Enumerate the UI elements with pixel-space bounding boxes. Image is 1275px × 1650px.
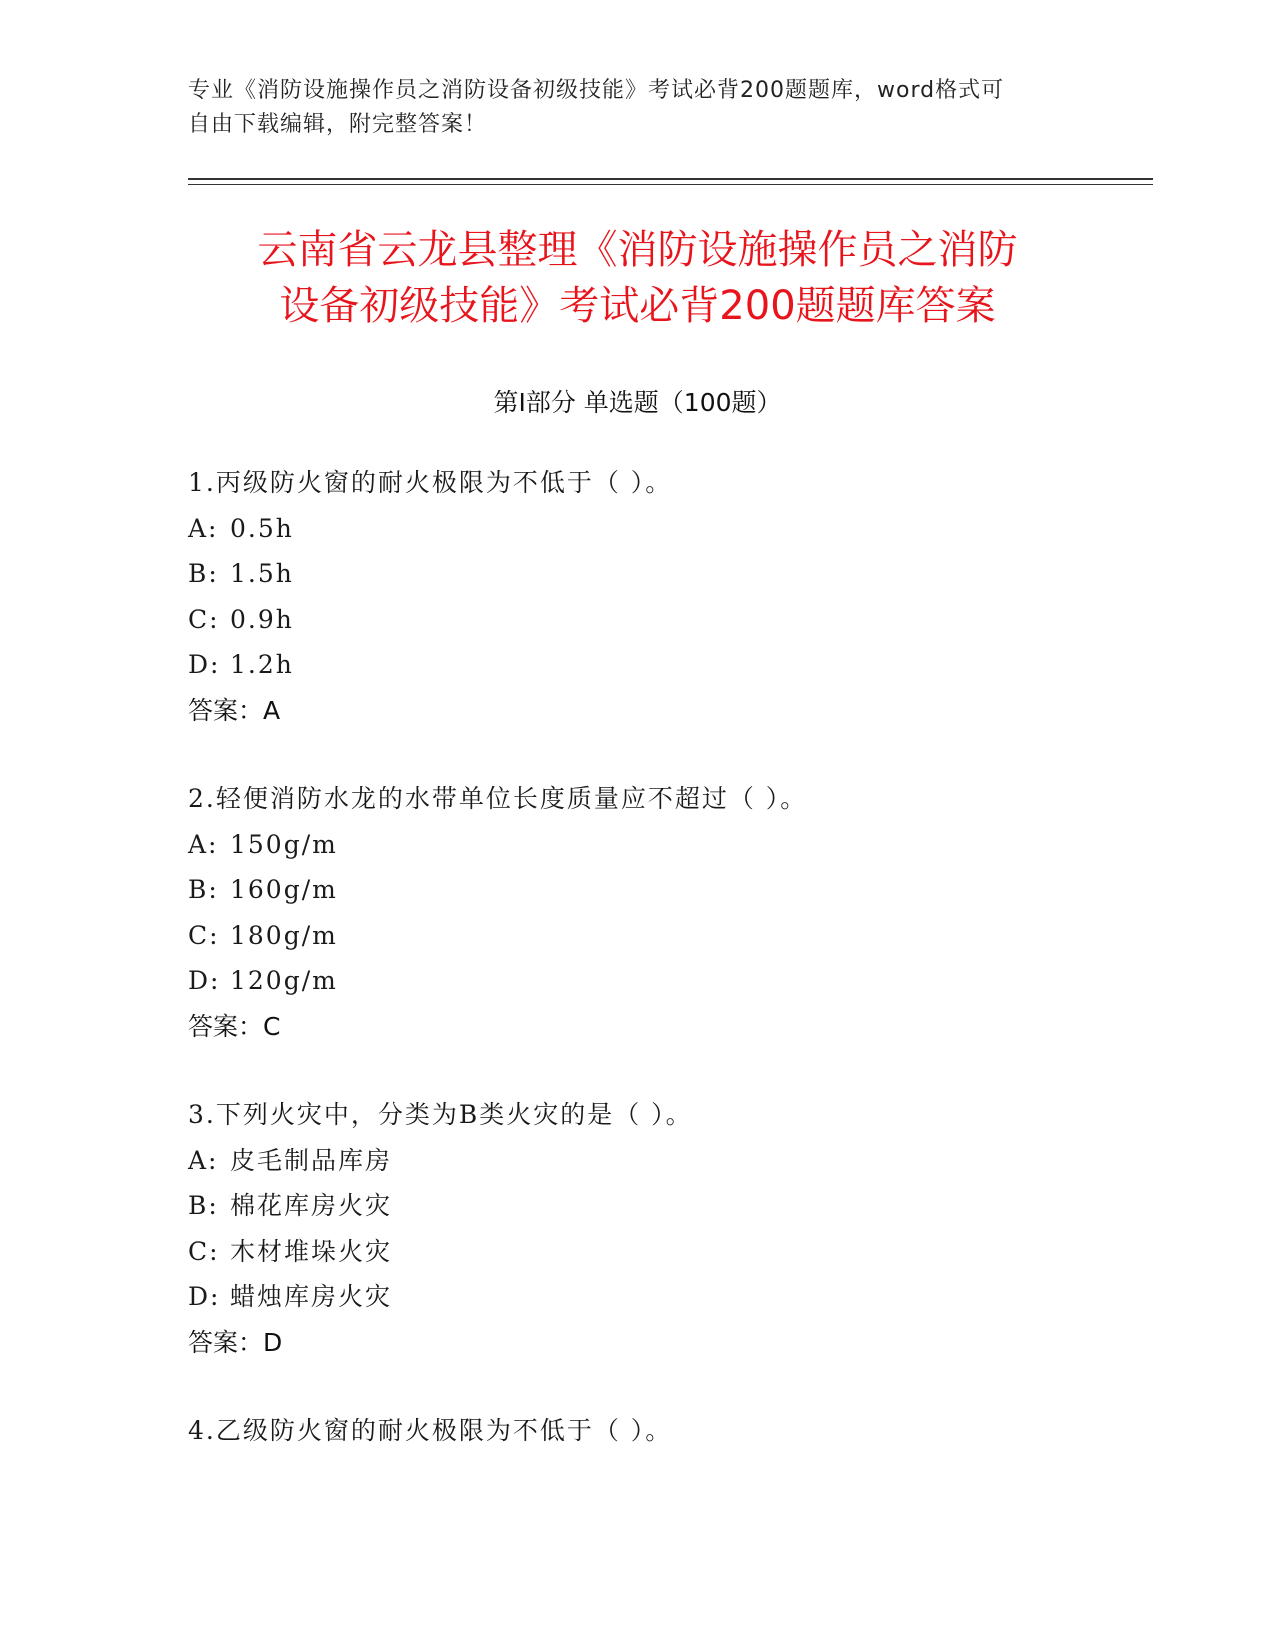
- option-c: [188, 597, 1188, 643]
- answer-line: 答案：D: [188, 1327, 283, 1357]
- option-letter: A:: [188, 513, 219, 543]
- header-note-line1: 专业《消防设施操作员之消防设备初级技能》考试必背200题题库，word格式可: [188, 78, 1005, 103]
- option-text: 150g/m: [230, 829, 338, 859]
- option-text: 木材堆垛火灾: [230, 1236, 393, 1266]
- header-rule-thin: [188, 184, 1153, 185]
- option-letter: B:: [188, 875, 219, 904]
- option-letter: A:: [188, 1145, 219, 1175]
- question-stem: 1.丙级防火窗的耐火极限为不低于（ ）。: [188, 468, 673, 497]
- section-title: 第Ⅰ部分 单选题（100题）: [493, 388, 782, 417]
- question-1: [188, 460, 1188, 733]
- question-2: [188, 776, 1188, 1049]
- option-text: 160g/m: [230, 875, 338, 904]
- option-a: [188, 506, 1188, 552]
- option-a: [188, 1138, 1188, 1184]
- question-stem: 4.乙级防火窗的耐火极限为不低于（ ）。: [188, 1416, 673, 1445]
- header-note-line2: 自由下载编辑，附完整答案！: [188, 112, 488, 137]
- document-title-line2: 设备初级技能》考试必背200题题库答案: [279, 283, 996, 329]
- option-b: [188, 551, 1188, 597]
- option-letter: A:: [188, 829, 219, 859]
- option-letter: D:: [188, 650, 221, 679]
- header-note: [188, 74, 1068, 142]
- option-c: [188, 1229, 1188, 1275]
- option-text: 0.5h: [230, 513, 294, 543]
- option-letter: D:: [188, 966, 221, 995]
- option-d: [188, 958, 1188, 1004]
- option-letter: C:: [188, 604, 220, 634]
- option-letter: C:: [188, 1236, 220, 1266]
- option-text: 蜡烛库房火灾: [230, 1282, 393, 1311]
- option-text: 0.9h: [230, 604, 294, 634]
- option-letter: D:: [188, 1282, 221, 1311]
- question-stem: 2.轻便消防水龙的水带单位长度质量应不超过（ ）。: [188, 784, 808, 813]
- document-title: [150, 222, 1125, 334]
- option-letter: B:: [188, 1191, 219, 1220]
- option-text: 1.5h: [230, 559, 294, 588]
- answer-line: 答案：C: [188, 1011, 281, 1041]
- option-d: [188, 1274, 1188, 1320]
- option-a: [188, 822, 1188, 868]
- option-text: 皮毛制品库房: [230, 1145, 393, 1175]
- header-rule-thick: [188, 178, 1153, 180]
- answer-line: 答案：A: [188, 695, 281, 725]
- option-text: 棉花库房火灾: [230, 1191, 393, 1220]
- option-b: [188, 1183, 1188, 1229]
- option-b: [188, 867, 1188, 913]
- option-letter: B:: [188, 559, 219, 588]
- option-text: 1.2h: [230, 650, 294, 679]
- question-3: [188, 1092, 1188, 1365]
- option-text: 120g/m: [230, 966, 338, 995]
- option-text: 180g/m: [230, 920, 338, 950]
- option-letter: C:: [188, 920, 220, 950]
- document-title-line1: 云南省云龙县整理《消防设施操作员之消防: [257, 227, 1018, 273]
- question-4: [188, 1408, 1188, 1454]
- question-stem: 3.下列火灾中，分类为B类火灾的是（ ）。: [188, 1100, 693, 1129]
- option-d: [188, 642, 1188, 688]
- option-c: [188, 913, 1188, 959]
